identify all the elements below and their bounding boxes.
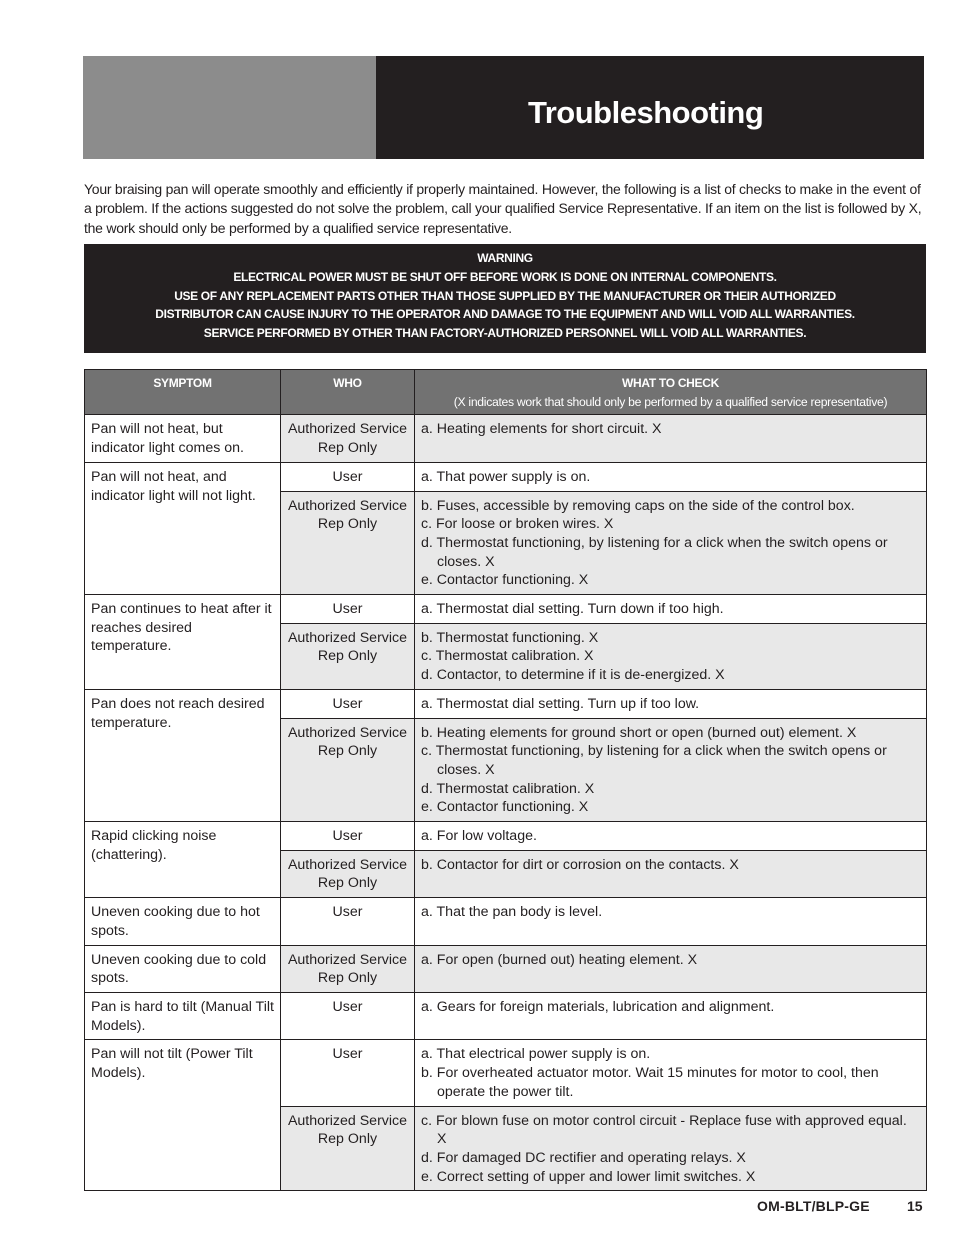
symptom-cell: Pan is hard to tilt (Manual Tilt Models).	[85, 992, 281, 1039]
check-item: d. Thermostat calibration. X	[421, 780, 595, 797]
warning-line: ELECTRICAL POWER MUST BE SHUT OFF BEFORE WORK IS DONE ON INTERNAL COMPONENTS.	[233, 269, 777, 284]
troubleshooting-table	[84, 369, 927, 1191]
who-cell: Authorized Service Rep Only	[281, 491, 415, 595]
who-cell: Authorized Service Rep Only	[281, 623, 415, 689]
warning-line: DISTRIBUTOR CAN CAUSE INJURY TO THE OPERATOR AND DAMAGE TO THE EQUIPMENT AND WILL VOID ALL WARRANTIES.	[155, 307, 855, 322]
what-to-check-cell	[415, 689, 927, 718]
symptom-cell: Pan does not reach desired temperature.	[85, 689, 281, 821]
check-item: a. For low voltage.	[421, 828, 537, 845]
table-row	[85, 415, 927, 462]
what-to-check-cell	[415, 415, 927, 462]
who-cell: User	[281, 1040, 415, 1106]
table-row	[85, 992, 927, 1039]
page-number: 15	[907, 1198, 923, 1214]
symptom-cell: Uneven cooking due to cold spots.	[85, 945, 281, 992]
check-item: b. Contactor for dirt or corrosion on the contacts. X	[421, 856, 739, 873]
check-item: e. Contactor functioning. X	[421, 799, 589, 816]
what-to-check-cell	[415, 623, 927, 689]
table-row	[85, 462, 927, 491]
symptom-cell: Pan will not heat, but indicator light comes on.	[85, 415, 281, 462]
what-to-check-cell	[415, 718, 927, 822]
check-item: b. Heating elements for ground short or open (burned out) element. X	[421, 724, 857, 741]
what-to-check-cell	[415, 850, 927, 897]
check-item: c. For loose or broken wires. X	[421, 516, 614, 533]
symptom-cell: Pan will not heat, and indicator light will not light.	[85, 462, 281, 594]
page-title: Troubleshooting	[528, 95, 764, 130]
who-cell: User	[281, 992, 415, 1039]
what-to-check-cell	[415, 1106, 927, 1191]
header-symptom: SYMPTOM	[85, 370, 281, 415]
check-item: a. That the pan body is level.	[421, 904, 603, 921]
check-item: b. Thermostat functioning. X	[421, 629, 599, 646]
who-cell: User	[281, 462, 415, 491]
header-who: WHO	[281, 370, 415, 415]
header-what-note: (X indicates work that should only be performed by a qualified service representative)	[453, 394, 888, 409]
table-row	[85, 898, 927, 945]
warning-box	[84, 244, 926, 353]
what-to-check-cell	[415, 462, 927, 491]
check-item: d. Thermostat functioning, by listening for a click when the switch opens or closes. X	[421, 534, 888, 570]
check-item: a. That power supply is on.	[421, 468, 591, 485]
who-cell: User	[281, 898, 415, 945]
table-row	[85, 1040, 927, 1106]
symptom-cell: Uneven cooking due to hot spots.	[85, 898, 281, 945]
header-gray-block	[83, 56, 376, 159]
check-item: e. Contactor functioning. X	[421, 572, 589, 589]
check-item: a. For open (burned out) heating element. X	[421, 951, 698, 968]
warning-title: WARNING	[477, 251, 533, 265]
what-to-check-cell	[415, 1040, 927, 1106]
symptom-cell: Pan continues to heat after it reaches desired temperature.	[85, 595, 281, 690]
what-to-check-cell	[415, 992, 927, 1039]
who-cell: Authorized Service Rep Only	[281, 850, 415, 897]
what-to-check-cell	[415, 595, 927, 624]
what-to-check-cell	[415, 898, 927, 945]
who-cell: User	[281, 595, 415, 624]
what-to-check-cell	[415, 822, 927, 851]
check-item: a. Thermostat dial setting. Turn up if too low.	[421, 695, 700, 712]
who-cell: User	[281, 689, 415, 718]
table-header-row	[85, 370, 927, 415]
what-to-check-cell	[415, 945, 927, 992]
check-item: c. Thermostat calibration. X	[421, 648, 594, 665]
header-what-to-check	[415, 370, 927, 415]
who-cell: Authorized Service Rep Only	[281, 945, 415, 992]
what-to-check-cell	[415, 491, 927, 595]
check-item: b. For overheated actuator motor. Wait 15 minutes for motor to cool, then operate the power tilt.	[421, 1065, 879, 1100]
check-item: b. Fuses, accessible by removing caps on the side of the control box.	[421, 497, 855, 514]
warning-line: USE OF ANY REPLACEMENT PARTS OTHER THAN THOSE SUPPLIED BY THE MANUFACTURER OR THEIR AUTHORIZED	[174, 288, 836, 303]
warning-line: SERVICE PERFORMED BY OTHER THAN FACTORY-AUTHORIZED PERSONNEL WILL VOID ALL WARRANTIES.	[203, 326, 807, 341]
check-item: c. Thermostat functioning, by listening for a click when the switch opens or closes. X	[421, 743, 887, 778]
check-item: d. For damaged DC rectifier and operating relays. X	[421, 1149, 746, 1166]
check-item: a. Heating elements for short circuit. X	[421, 421, 662, 438]
check-item: a. Gears for foreign materials, lubrication and alignment.	[421, 998, 775, 1015]
who-cell: Authorized Service Rep Only	[281, 1106, 415, 1191]
check-item: c. For blown fuse on motor control circuit - Replace fuse with approved equal. X	[421, 1112, 907, 1148]
header-what-label: WHAT TO CHECK	[622, 376, 719, 390]
who-cell: Authorized Service Rep Only	[281, 415, 415, 462]
check-item: d. Contactor, to determine if it is de-energized. X	[421, 667, 725, 684]
document-code: OM-BLT/BLP-GE	[757, 1198, 870, 1214]
symptom-cell: Pan will not tilt (Power Tilt Models).	[85, 1040, 281, 1191]
symptom-cell: Rapid clicking noise (chattering).	[85, 822, 281, 898]
table-row	[85, 595, 927, 624]
who-cell: User	[281, 822, 415, 851]
check-item: a. Thermostat dial setting. Turn down if too high.	[421, 601, 724, 618]
intro-paragraph: Your braising pan will operate smoothly and efficiently if properly maintained. However, the following is a list of checks to make in the event of a problem. If the actions suggested do not solve the problem, call your qualified Service Representative. If an item on the list is followed by X, the work should only be performed by a qualified service representative.	[84, 181, 922, 236]
table-row	[85, 822, 927, 851]
check-item: e. Correct setting of upper and lower limit switches. X	[421, 1168, 756, 1185]
who-cell: Authorized Service Rep Only	[281, 718, 415, 822]
table-row	[85, 689, 927, 718]
check-item: a. That electrical power supply is on.	[421, 1046, 651, 1063]
table-row	[85, 945, 927, 992]
